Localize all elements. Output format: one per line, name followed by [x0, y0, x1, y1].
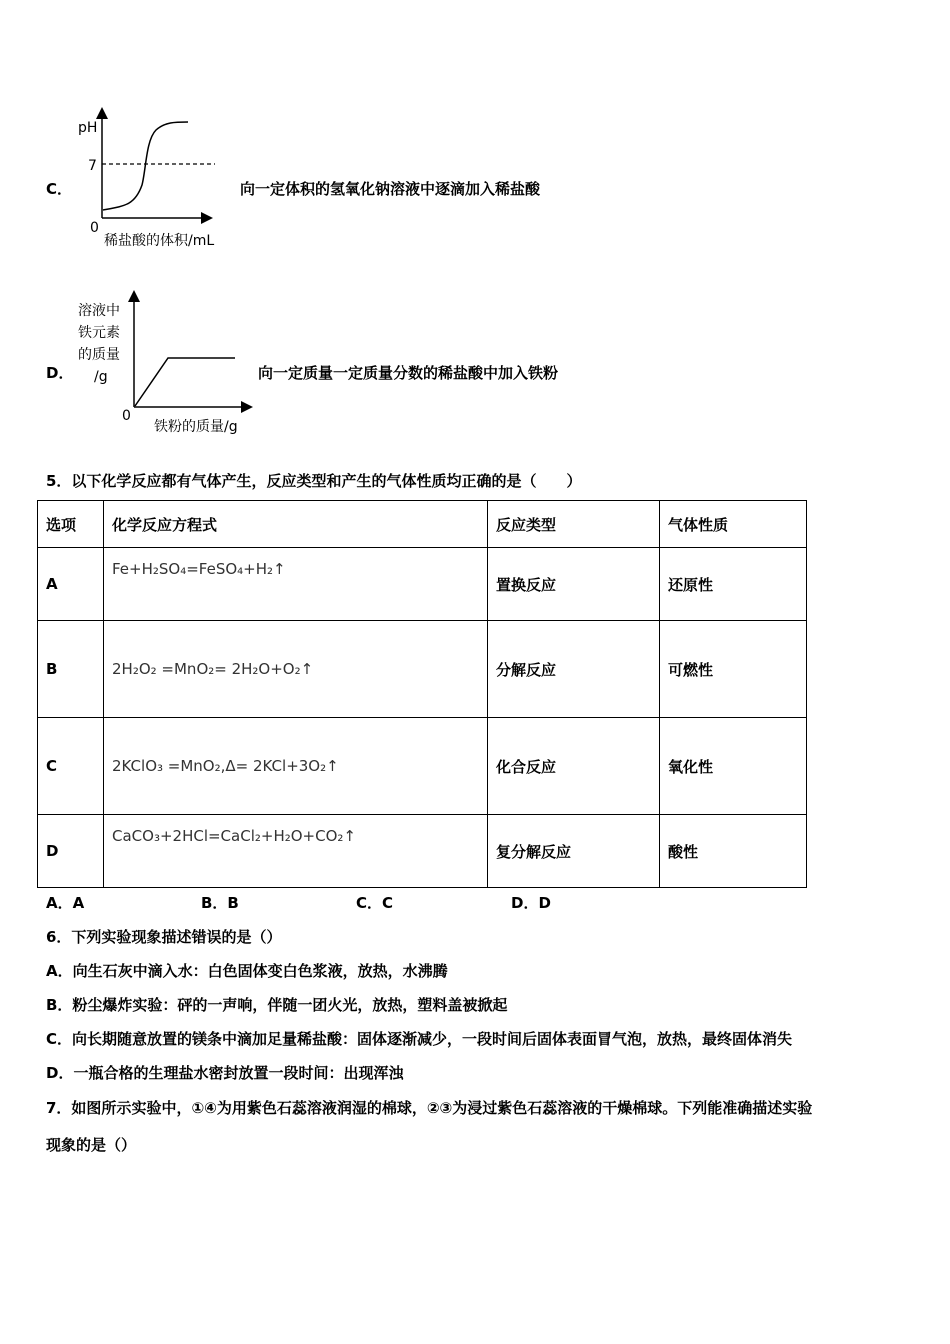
y-axis-label-3: 的质量 — [78, 347, 120, 363]
origin-label: 0 — [90, 220, 99, 236]
row-option: D — [38, 815, 104, 888]
table-header-row — [38, 501, 807, 548]
row-property: 还原性 — [660, 548, 807, 621]
origin-label: 0 — [122, 408, 131, 424]
iron-mass-line — [135, 358, 235, 406]
row-type: 化合反应 — [488, 718, 660, 815]
row-option: C — [38, 718, 104, 815]
row-type: 复分解反应 — [488, 815, 660, 888]
answer-a[interactable]: A．A — [46, 894, 85, 912]
y-axis-label-4: /g — [94, 369, 108, 385]
answer-b[interactable]: B．B — [201, 894, 239, 912]
equation-text: 2KClO₃ =MnO₂,Δ= 2KCl+3O₂↑ — [112, 757, 339, 775]
option-c-text: 向一定体积的氢氧化钠溶液中逐滴加入稀盐酸 — [240, 180, 541, 198]
x-axis-label: 稀盐酸的体积/mL — [104, 233, 215, 249]
ph-curve — [103, 122, 188, 210]
q5-answer-options — [46, 892, 666, 913]
y-axis-label-2: 铁元素 — [78, 325, 120, 341]
x-axis-label: 铁粉的质量/g — [154, 419, 238, 435]
option-c-label: C． — [46, 180, 73, 198]
row-option: A — [38, 548, 104, 621]
q5-table — [37, 500, 807, 888]
y-tick-7: 7 — [88, 158, 97, 174]
q5-question: 5．以下化学反应都有气体产生，反应类型和产生的气体性质均正确的是（ ） — [46, 472, 582, 490]
row-equation — [104, 621, 488, 718]
header-equation: 化学反应方程式 — [104, 501, 488, 548]
q6-option-c[interactable]: C．向长期随意放置的镁条中滴加足量稀盐酸：固体逐渐减少，一段时间后固体表面冒气泡，放热，最终固体消失 — [46, 1030, 793, 1048]
row-option: B — [38, 621, 104, 718]
row-type: 分解反应 — [488, 621, 660, 718]
row-type: 置换反应 — [488, 548, 660, 621]
equation-text: Fe+H₂SO₄=FeSO₄+H₂↑ — [112, 560, 286, 578]
q6-option-a[interactable]: A．向生石灰中滴入水：白色固体变白色浆液，放热，水沸腾 — [46, 962, 448, 980]
y-axis-label-1: 溶液中 — [78, 303, 120, 319]
table-row — [38, 548, 807, 621]
table-row — [38, 718, 807, 815]
header-property: 气体性质 — [660, 501, 807, 548]
table-row — [38, 815, 807, 888]
answer-c[interactable]: C．C — [356, 894, 394, 912]
option-d-text: 向一定质量一定质量分数的稀盐酸中加入铁粉 — [258, 364, 559, 382]
row-property: 酸性 — [660, 815, 807, 888]
header-option: 选项 — [38, 501, 104, 548]
q6-question: 6．下列实验现象描述错误的是（） — [46, 928, 282, 946]
q6-option-b[interactable]: B．粉尘爆炸实验：砰的一声响，伴随一团火光，放热，塑料盖被掀起 — [46, 996, 508, 1014]
row-equation — [104, 718, 488, 815]
y-axis-label: pH — [78, 120, 98, 136]
equation-text: 2H₂O₂ =MnO₂= 2H₂O+O₂↑ — [112, 660, 314, 678]
iron-mass-graph — [70, 285, 270, 440]
row-property: 氧化性 — [660, 718, 807, 815]
table-row — [38, 621, 807, 718]
q7-question-line2: 现象的是（） — [46, 1136, 137, 1154]
header-type: 反应类型 — [488, 501, 660, 548]
row-equation — [104, 815, 488, 888]
q6-option-d[interactable]: D．一瓶合格的生理盐水密封放置一段时间：出现浑浊 — [46, 1064, 404, 1082]
answer-d[interactable]: D．D — [511, 894, 551, 912]
ph-curve-graph — [70, 100, 250, 250]
row-property: 可燃性 — [660, 621, 807, 718]
row-equation — [104, 548, 488, 621]
equation-text: CaCO₃+2HCl=CaCl₂+H₂O+CO₂↑ — [112, 827, 356, 845]
q7-question-line1: 7．如图所示实验中，①④为用紫色石蕊溶液润湿的棉球，②③为浸过紫色石蕊溶液的干燥棉球。下列能准确描述实验 — [46, 1099, 813, 1117]
option-d-label: D． — [46, 364, 74, 382]
